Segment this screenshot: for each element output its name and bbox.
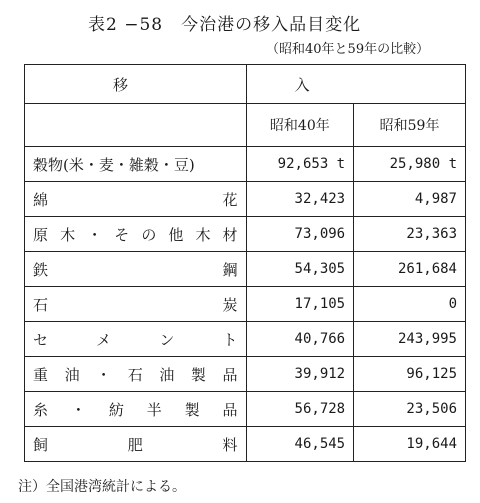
value-1959-cell: 261,684 bbox=[354, 252, 466, 287]
item-name-char: 品 bbox=[222, 400, 238, 419]
table-subtitle: （昭和40年と59年の比較） bbox=[266, 42, 430, 57]
item-name-char: 紡 bbox=[108, 400, 124, 419]
table-row bbox=[25, 357, 466, 392]
value-1940-cell: 92,653 t bbox=[246, 147, 354, 182]
item-name-char: 製 bbox=[184, 400, 200, 419]
year-header-row bbox=[25, 104, 466, 147]
item-name-char: 木 bbox=[195, 225, 211, 244]
item-name-char: 製 bbox=[190, 365, 206, 384]
item-name-cell bbox=[25, 322, 247, 357]
header-row bbox=[25, 65, 466, 104]
item-name-cell bbox=[25, 182, 247, 217]
item-name-char: そ bbox=[114, 225, 130, 244]
table-row bbox=[25, 217, 466, 252]
item-name-char: 石 bbox=[127, 365, 143, 384]
item-name-char: ト bbox=[222, 330, 238, 349]
item-name-cell bbox=[25, 357, 247, 392]
value-1959-cell: 96,125 bbox=[354, 357, 466, 392]
source-note: 注）全国港湾統計による。 bbox=[18, 479, 186, 495]
table-row bbox=[25, 427, 466, 462]
value-1959-cell: 4,987 bbox=[354, 182, 466, 217]
value-1959-cell: 0 bbox=[354, 287, 466, 322]
table-row bbox=[25, 182, 466, 217]
year-1959-header: 昭和59年 bbox=[354, 104, 466, 147]
item-name-char: 鉄 bbox=[33, 260, 49, 279]
value-1959-cell: 19,644 bbox=[354, 427, 466, 462]
item-name-char: 綿 bbox=[33, 190, 49, 209]
table-row bbox=[25, 322, 466, 357]
item-name-char: 他 bbox=[168, 225, 184, 244]
table-row bbox=[25, 392, 466, 427]
value-1940-cell: 54,305 bbox=[246, 252, 354, 287]
item-name-char: 木 bbox=[60, 225, 76, 244]
table-row bbox=[25, 287, 466, 322]
item-name-char: ン bbox=[159, 330, 175, 349]
item-name-char: ・ bbox=[96, 365, 112, 384]
item-name-char: 穀物(米・麦・雑穀・豆) bbox=[33, 155, 195, 174]
item-name-cell bbox=[25, 252, 247, 287]
item-name-char: 材 bbox=[222, 225, 238, 244]
item-name-char: メ bbox=[96, 330, 112, 349]
item-name-char: 油 bbox=[159, 365, 175, 384]
item-name-char: 料 bbox=[222, 435, 238, 454]
item-name-char: の bbox=[141, 225, 157, 244]
item-name-char: 花 bbox=[222, 190, 238, 209]
item-name-cell bbox=[25, 427, 247, 462]
header-right-char: 入 bbox=[246, 65, 465, 104]
value-1940-cell: 32,423 bbox=[246, 182, 354, 217]
item-name-char: 鋼 bbox=[222, 260, 238, 279]
item-name-char: 炭 bbox=[222, 295, 238, 314]
table-row bbox=[25, 147, 466, 182]
value-1959-cell: 25,980 t bbox=[354, 147, 466, 182]
item-name-cell bbox=[25, 217, 247, 252]
value-1940-cell: 56,728 bbox=[246, 392, 354, 427]
item-name-cell bbox=[25, 287, 247, 322]
item-name-char: 石 bbox=[33, 295, 49, 314]
item-name-char: 品 bbox=[222, 365, 238, 384]
value-1959-cell: 243,995 bbox=[354, 322, 466, 357]
item-name-char: 飼 bbox=[33, 435, 49, 454]
value-1940-cell: 17,105 bbox=[246, 287, 354, 322]
value-1959-cell: 23,363 bbox=[354, 217, 466, 252]
value-1959-cell: 23,506 bbox=[354, 392, 466, 427]
import-table bbox=[24, 64, 466, 462]
value-1940-cell: 39,912 bbox=[246, 357, 354, 392]
item-name-char: 肥 bbox=[127, 435, 143, 454]
value-1940-cell: 40,766 bbox=[246, 322, 354, 357]
year-1940-header: 昭和40年 bbox=[246, 104, 354, 147]
item-name-char: ・ bbox=[87, 225, 103, 244]
table-title: 表2 −58 今治港の移入品目変化 bbox=[88, 15, 362, 35]
item-name-char: 油 bbox=[64, 365, 80, 384]
header-blank-cell bbox=[25, 104, 247, 147]
item-name-cell bbox=[25, 147, 247, 182]
value-1940-cell: 46,545 bbox=[246, 427, 354, 462]
value-1940-cell: 73,096 bbox=[246, 217, 354, 252]
item-name-char: 糸 bbox=[33, 400, 49, 419]
table-row bbox=[25, 252, 466, 287]
item-name-char: 重 bbox=[33, 365, 49, 384]
item-name-char: 原 bbox=[33, 225, 49, 244]
item-name-cell bbox=[25, 392, 247, 427]
item-name-char: 半 bbox=[146, 400, 162, 419]
header-left-char: 移 bbox=[25, 65, 247, 104]
item-name-char: セ bbox=[33, 330, 49, 349]
item-name-char: ・ bbox=[70, 400, 86, 419]
